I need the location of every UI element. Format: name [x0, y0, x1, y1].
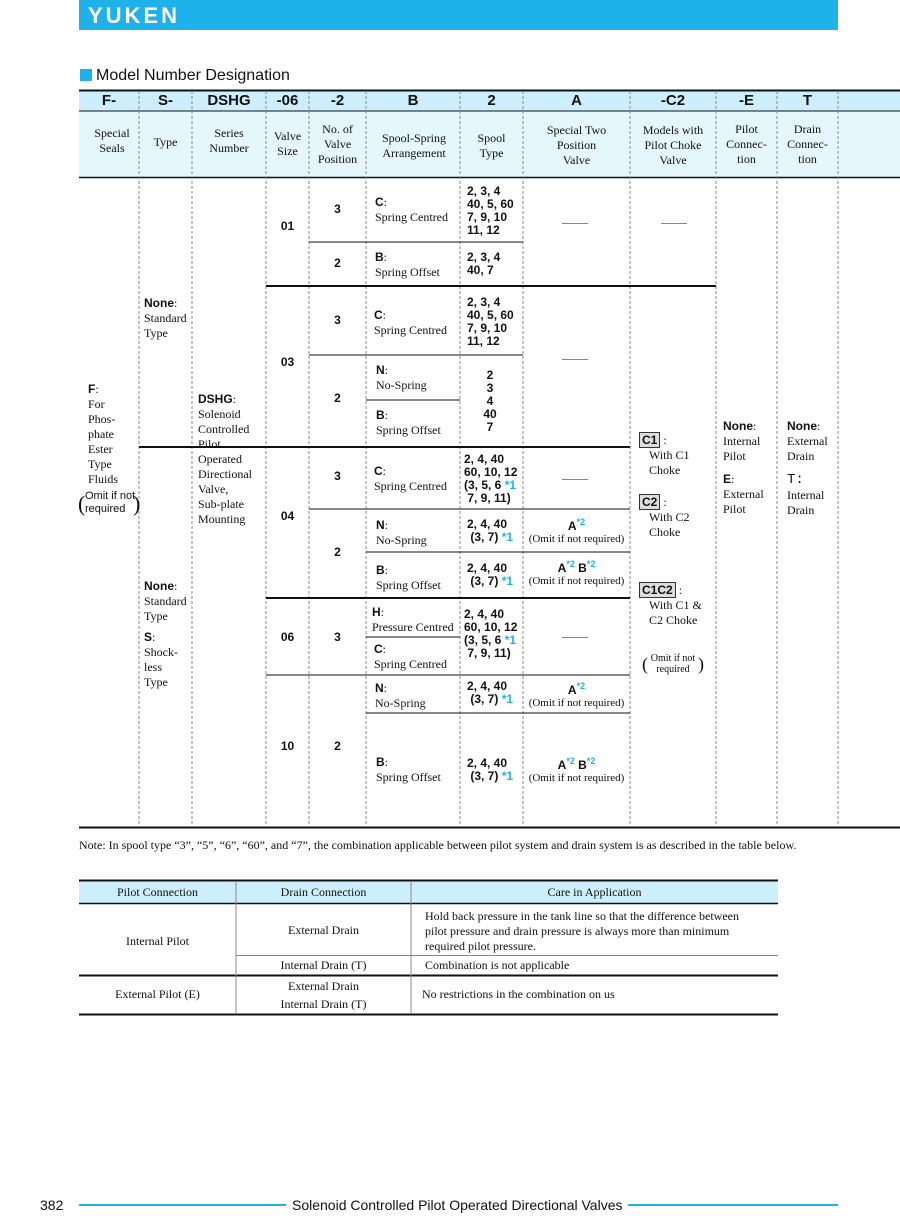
note-star-2-icon: *2 [586, 559, 596, 569]
pos-04-3: 3 [334, 469, 341, 483]
note-star-1-icon: *1 [501, 769, 514, 783]
spring-06-c: C: Spring Centred [374, 642, 447, 671]
note-star-2-icon: *2 [576, 517, 586, 527]
header-pilot-conn: Pilot Connec- tion [726, 122, 767, 166]
spool-04-n: 2, 4, 40 (3, 7) *1 [467, 517, 514, 544]
header-series-number: Series Number [209, 126, 249, 155]
code-special-seals: F- [101, 92, 117, 109]
external-pilot-cell: External Pilot (E) [115, 987, 200, 1001]
spool-03-nb: 2 3 4 40 7 [483, 368, 497, 434]
note-star-2-icon: *2 [566, 756, 575, 766]
header-spool-type: Spool Type [477, 131, 506, 160]
code-drain-conn: T [802, 92, 813, 109]
choke-c1: C1 : With C1 Choke [639, 432, 715, 478]
note-star-1-icon: *1 [501, 574, 514, 588]
header-drain-conn: Drain Connec- tion [787, 122, 828, 166]
footer-title: Solenoid Controlled Pilot Operated Directional Valves [292, 1197, 623, 1213]
note-star-1-icon: *1 [504, 478, 517, 492]
code-spool-type: 2 [487, 92, 496, 109]
spool-01-c: 2, 3, 4 40, 5, 60 7, 9, 10 11, 12 [467, 184, 514, 237]
type-upper-cell: None: Standard Type [144, 296, 187, 340]
pos-03-2: 2 [334, 391, 341, 405]
size-03: 03 [280, 355, 295, 369]
pos-03-3: 3 [334, 313, 341, 327]
header-pilot-choke: Models with Pilot Choke Valve [642, 123, 704, 167]
note-star-1-icon: *1 [501, 530, 514, 544]
care-cell-1: Hold back pressure in the tank line so that the difference between pilot pressure and drain pressure is always more than minimum required pilot pressure. [425, 909, 739, 953]
spring-06-h: H: Pressure Centred [372, 605, 454, 634]
spring-04-c: C: Spring Centred [374, 464, 447, 493]
series-cell: DSHG: Solenoid Controlled Pilot Operated Directional Valve, Sub-plate Mounting [198, 392, 252, 526]
spring-04-b: B: Spring Offset [376, 563, 441, 592]
code-spool-spring: B [407, 92, 419, 109]
note-star-1-icon: *1 [501, 692, 514, 706]
spool-04-b: 2, 4, 40 (3, 7) *1 [467, 561, 514, 588]
header-positions: No. of Valve Position [317, 122, 358, 166]
code-valve-size: -06 [276, 92, 299, 109]
code-type: S- [158, 92, 173, 109]
external-drain-cell: External Drain [288, 923, 359, 937]
spool-04-c: 2, 4, 40 60, 10, 12 (3, 5, 6 *1 7, 9, 11) [464, 452, 518, 505]
choke-c2: C2 : With C2 Choke [639, 494, 715, 540]
note-star-2-icon: *2 [566, 559, 575, 569]
spring-10-b: B: Spring Offset [376, 755, 441, 784]
seals-cell: F: For Phos- phate Ester Type Fluids [88, 382, 119, 486]
spool-10-n: 2, 4, 40 (3, 7) *1 [467, 679, 514, 706]
spool-03-c: 2, 3, 4 40, 5, 60 7, 9, 10 11, 12 [467, 295, 514, 348]
size-10: 10 [280, 739, 295, 753]
page-number: 382 [40, 1197, 64, 1213]
spool-01-b: 2, 3, 4 40, 7 [467, 250, 501, 277]
spring-10-n: N: No-Spring [375, 681, 426, 710]
pos-04-2: 2 [334, 545, 341, 559]
pos-06-3: 3 [334, 630, 341, 644]
note-star-2-icon: *2 [576, 681, 586, 691]
table-note: Note: In spool type “3”, “5”, “6”, “60”, and “7”, the combination applicable between pilot system and drain system is as described in the table below. [79, 838, 797, 852]
col-care-application: Care in Application [547, 885, 642, 899]
spool-06: 2, 4, 40 60, 10, 12 (3, 5, 6 *1 7, 9, 11) [464, 607, 518, 660]
note-star-2-icon: *2 [586, 756, 596, 766]
special-04-b: $A^{*2}$ $B^{*2}$ (Omit if not required) [528, 559, 625, 587]
header-special-seals: Special Seals [94, 126, 130, 155]
pilot-cell: None: Internal Pilot E: External Pilot [723, 419, 764, 516]
internal-pilot-cell: Internal Pilot [126, 934, 189, 948]
header-spool-spring: Spool-Spring Arrangement [381, 131, 446, 160]
internal-drain-cell: Internal Drain (T) [280, 958, 367, 972]
special-04-n: $A^{*2}$ (Omit if not required) [528, 517, 625, 545]
size-04: 04 [280, 509, 295, 523]
care-cell-3: No restrictions in the combination on us [422, 987, 615, 1001]
spring-01-c: C: Spring Centred [375, 195, 448, 224]
header-valve-size: Valve Size [273, 129, 302, 158]
code-pilot-choke: -C2 [660, 92, 686, 109]
pos-10-2: 2 [334, 739, 341, 753]
size-01: 01 [280, 219, 295, 233]
ext-drain-cell-2: External Drain Internal Drain (T) [280, 979, 367, 1011]
col-drain-connection: Drain Connection [280, 885, 367, 899]
care-cell-2: Combination is not applicable [425, 958, 570, 972]
code-positions: -2 [330, 92, 345, 109]
col-pilot-connection: Pilot Connection [117, 885, 198, 899]
pos-01-3: 3 [334, 202, 341, 216]
spool-10-b: 2, 4, 40 (3, 7) *1 [467, 756, 514, 783]
special-10-n: $A^{*2}$ (Omit if not required) [528, 681, 625, 709]
spring-03-n: N: No-Spring [376, 363, 427, 392]
choke-c1c2: C1C2 : With C1 & C2 Choke [639, 582, 715, 628]
header-type: Type [153, 135, 178, 149]
special-10-b: $A^{*2}$ $B^{*2}$ (Omit if not required) [528, 756, 625, 784]
spring-01-b: B: Spring Offset [375, 250, 440, 279]
section-title: Model Number Designation [96, 67, 290, 84]
spring-04-n: N: No-Spring [376, 518, 427, 547]
brand-logo: YUKEN [88, 3, 181, 28]
code-special-two: A [571, 92, 582, 109]
note-star-1-icon: *1 [504, 633, 517, 647]
header-special-two: Special Two Position Valve [546, 123, 607, 167]
size-06: 06 [280, 630, 295, 644]
code-pilot-conn: -E [739, 92, 754, 109]
spring-03-c: C: Spring Centred [374, 308, 447, 337]
spring-03-b: B: Spring Offset [376, 408, 441, 437]
drain-cell: None: External Drain T: Internal Drain [787, 419, 828, 517]
type-lower-cell: None: Standard Type S: Shock- less Type [144, 579, 187, 689]
code-series: DSHG [207, 92, 251, 109]
pos-01-2: 2 [334, 256, 341, 270]
